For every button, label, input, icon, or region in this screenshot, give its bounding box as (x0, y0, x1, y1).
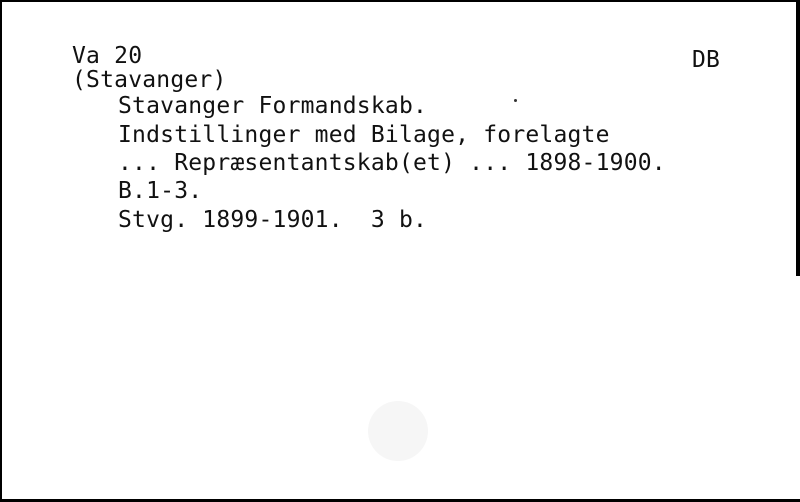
place-heading: (Stavanger) (72, 67, 227, 93)
card-line-title: Indstillinger med Bilage, forelagte (118, 122, 610, 148)
card-line-imprint: Stvg. 1899-1901. 3 b. (118, 207, 428, 233)
collection-code: DB (692, 47, 721, 73)
card-edge-right (796, 0, 800, 276)
card-line-title-cont: ... Repræsentantskab(et) ... 1898-1900. (118, 150, 666, 176)
card-line-volumes: B.1-3. (118, 178, 203, 204)
shelf-mark: Va 20 (72, 43, 143, 69)
card-edge-top (0, 0, 800, 2)
ink-speck (514, 99, 517, 102)
card-line-authority: Stavanger Formandskab. (118, 93, 428, 119)
card-edge-left (0, 0, 2, 502)
paper-smudge (368, 401, 428, 461)
